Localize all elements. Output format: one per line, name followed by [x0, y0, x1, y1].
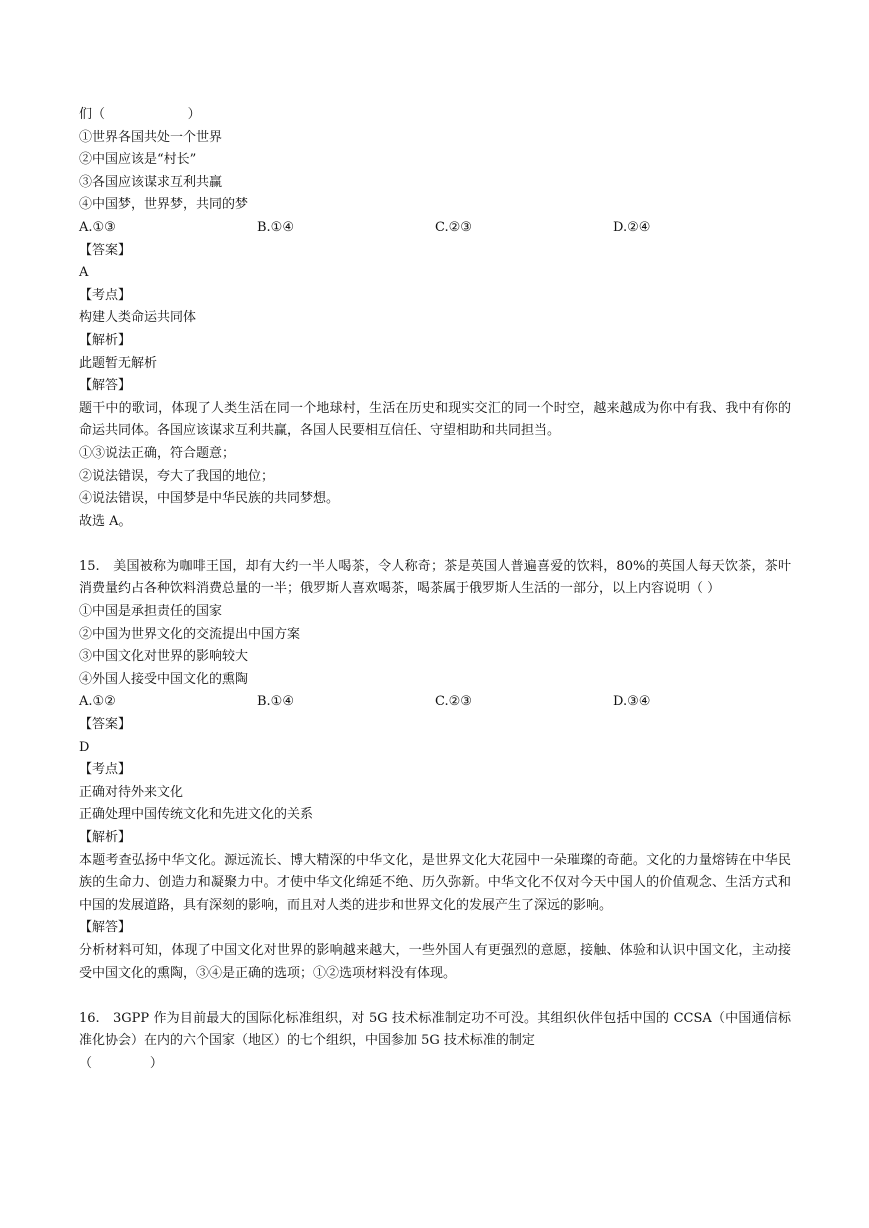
- question-stem-text: 3GPP 作为目前最大的国际化标准组织，对 5G 技术标准制定功不可没。其组织伙伴包括中国的 CCSA（中国通信标准化协会）在内的六个国家（地区）的七个组织，中国参加 5G 技术标准的制定: [79, 1010, 791, 1049]
- option-b: B.①④: [257, 219, 294, 235]
- option-d: D.②④: [613, 219, 651, 235]
- answer-value: A: [79, 265, 89, 281]
- kaodian-heading: 【考点】: [79, 762, 132, 778]
- answer-heading: 【答案】: [79, 242, 132, 258]
- question-stem-text: 美国被称为咖啡王国，却有大约一半人喝茶，令人称奇；茶是英国人普遍喜爱的饮料，80%的英国人每天饮茶，茶叶消费量约占各种饮料消费总量的一半；俄罗斯人喜欢喝茶，喝茶属于俄罗斯人生活的一部分，以上内容说明（ ）: [79, 558, 791, 597]
- answer-options: [79, 691, 791, 714]
- jiexi-text: 此题暂无解析: [79, 355, 158, 371]
- spacer: [79, 533, 791, 556]
- option-b: B.①④: [257, 694, 294, 710]
- statement-item: ②中国应该是“村长”: [79, 152, 197, 168]
- jieda-paragraph: 题干中的歌词，体现了人类生活在同一个地球村，生活在历史和现实交汇的同一个时空，越来越成为你中有我、我中有你的命运共同体。各国应该谋求互利共赢，各国人民要相互信任、守望相助和共同担当。: [79, 400, 791, 439]
- jiexi-paragraph: 本题考查弘扬中华文化。源远流长、博大精深的中华文化，是世界文化大花园中一朵璀璨的奇葩。文化的力量熔铸在中华民族的生命力、创造力和凝聚力中。才使中华文化绵延不绝、历久弥新。中华文化不仅对今天中国人的价值观念、生活方式和中国的发展道路，具有深刻的影响，而且对人类的进步和世界文化的发展产生了深远的影响。: [79, 852, 791, 913]
- statement-item: ④外国人接受中国文化的熏陶: [79, 671, 249, 687]
- question-stem: [79, 556, 791, 601]
- answer-options: [79, 217, 791, 240]
- statement-item: ③中国文化对世界的影响较大: [79, 649, 249, 665]
- jiexi-heading: 【解析】: [79, 830, 132, 845]
- document-page: [79, 104, 791, 1076]
- jiexi-heading: 【解析】: [79, 332, 132, 348]
- answer-blank: （ ）: [79, 1055, 163, 1071]
- jieda-heading: 【解答】: [79, 920, 132, 936]
- kaodian-item: 正确处理中国传统文化和先进文化的关系: [79, 807, 314, 823]
- statement-item: ③各国应该谋求互利共赢: [79, 174, 223, 190]
- jieda-heading: 【解答】: [79, 378, 132, 394]
- question-15: [79, 556, 791, 985]
- jieda-line: ④说法错误，中国梦是中华民族的共同梦想。: [79, 491, 340, 507]
- answer-value: D: [79, 739, 90, 755]
- question-stem-tail: 们（ ）: [79, 107, 201, 122]
- option-d: D.③④: [613, 694, 651, 710]
- option-a: A.①②: [79, 694, 116, 710]
- question-number: 15.: [79, 558, 100, 574]
- kaodian-item: 正确对待外来文化: [79, 784, 184, 800]
- option-a: A.①③: [79, 219, 116, 235]
- statement-item: ②中国为世界文化的交流提出中国方案: [79, 626, 301, 642]
- spacer: [79, 985, 791, 1008]
- kaodian-heading: 【考点】: [79, 287, 132, 303]
- statement-item: ①中国是承担责任的国家: [79, 604, 223, 620]
- kaodian-item: 构建人类命运共同体: [79, 310, 197, 326]
- option-c: C.②③: [435, 219, 472, 235]
- question-number: 16.: [79, 1010, 100, 1026]
- jieda-line: ②说法错误，夸大了我国的地位；: [79, 468, 275, 484]
- statement-item: ④中国梦，世界梦，共同的梦: [79, 197, 249, 213]
- option-c: C.②③: [435, 694, 472, 710]
- jieda-line: 故选 A。: [79, 513, 132, 529]
- statement-item: ①世界各国共处一个世界: [79, 129, 223, 145]
- question-14: [79, 104, 791, 533]
- question-16: [79, 1008, 791, 1076]
- question-stem: [79, 1008, 791, 1053]
- jieda-paragraph: 分析材料可知，体现了中国文化对世界的影响越来越大，一些外国人有更强烈的意愿，接触、体验和认识中国文化，主动接受中国文化的熏陶，③④是正确的选项；①②选项材料没有体现。: [79, 942, 791, 981]
- jieda-line: ①③说法正确，符合题意；: [79, 445, 236, 461]
- answer-heading: 【答案】: [79, 717, 132, 733]
